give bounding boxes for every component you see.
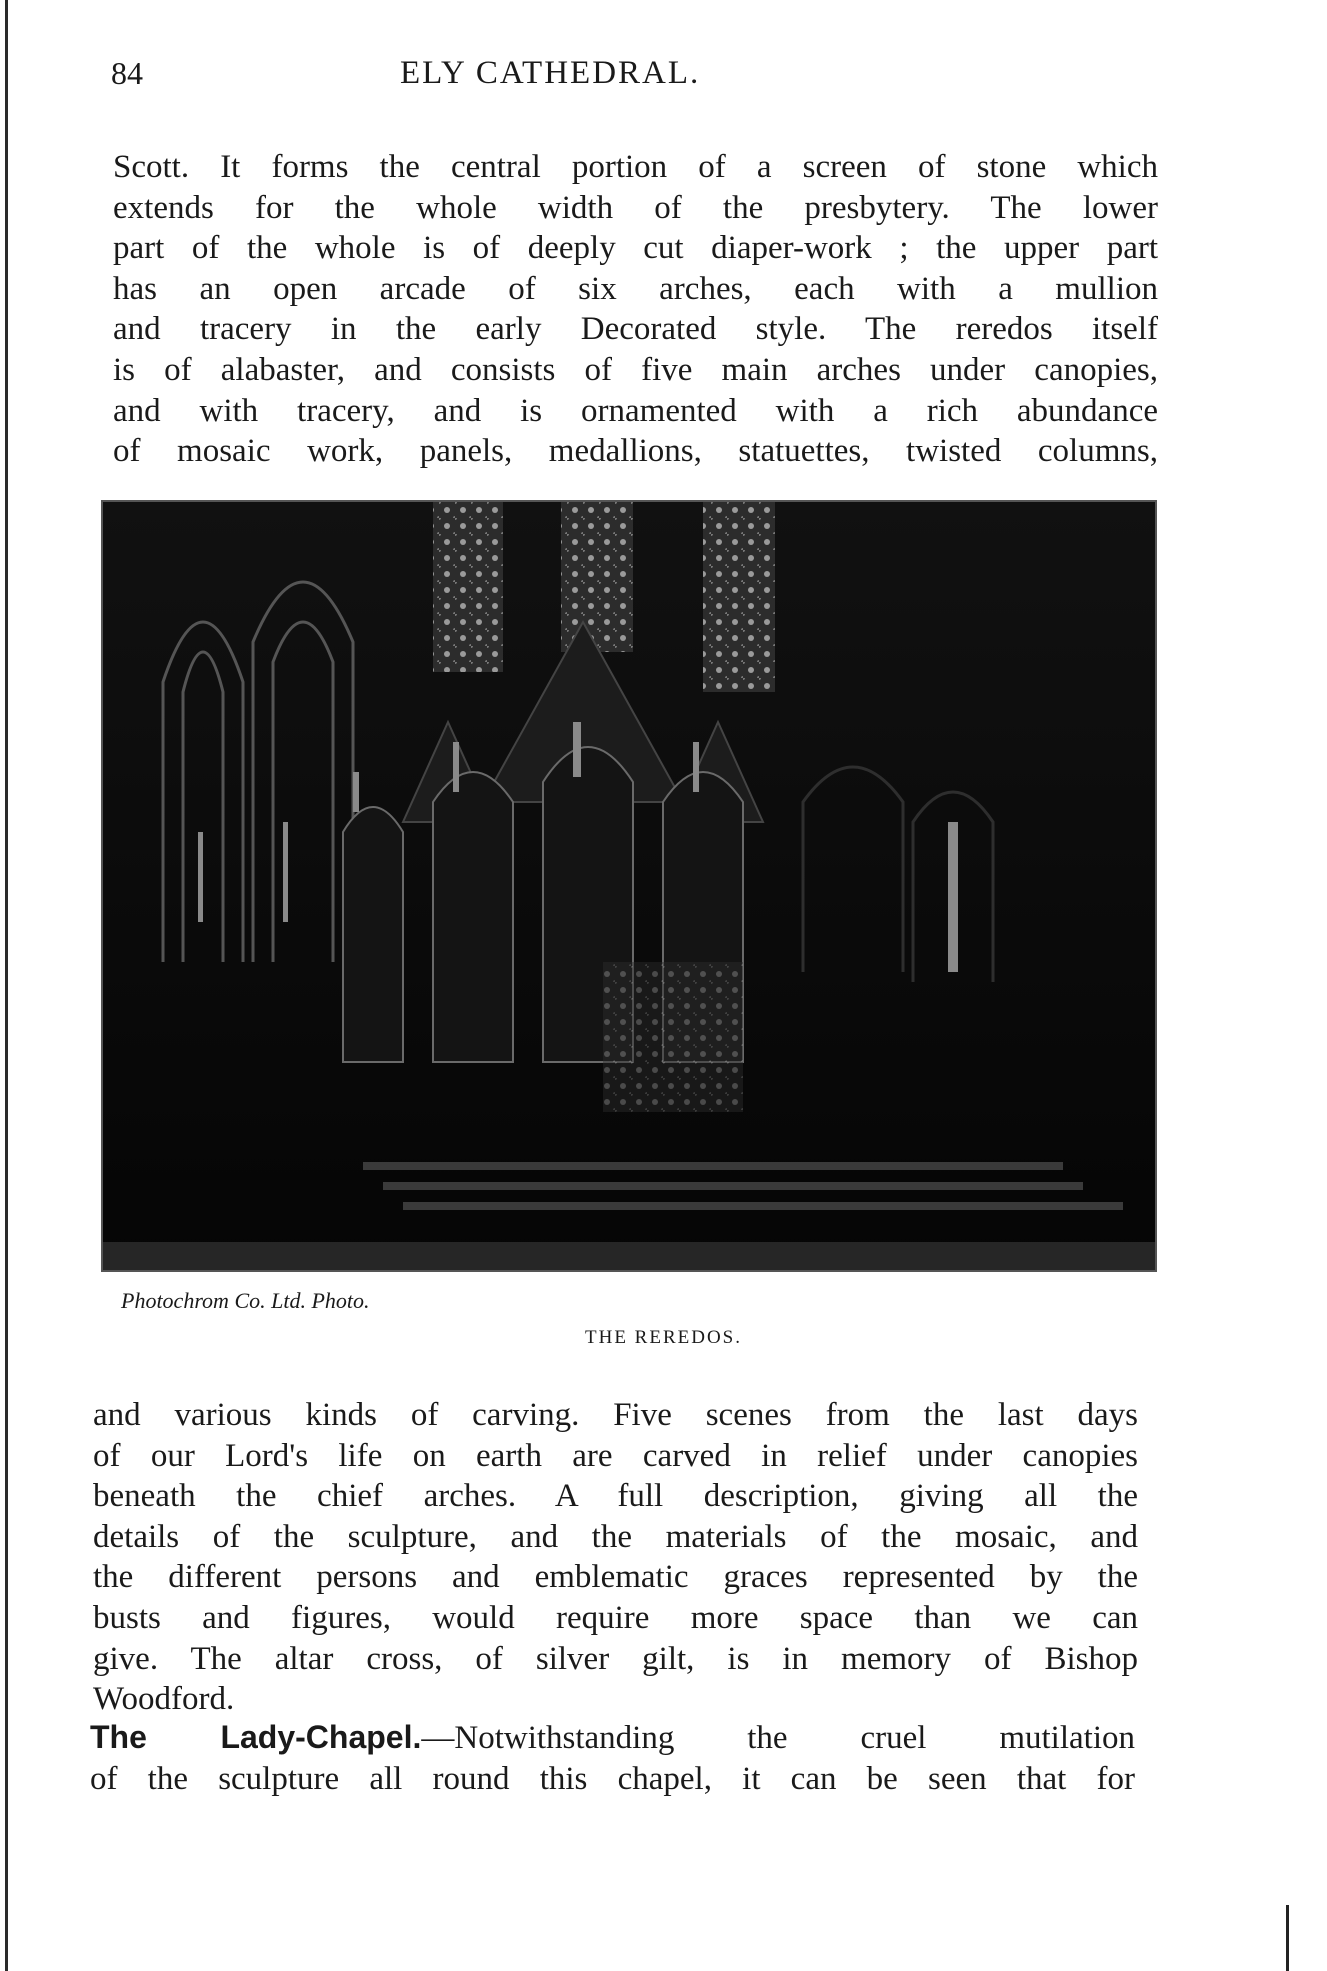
text-line: Woodford.	[93, 1681, 235, 1718]
paragraph-2	[93, 1395, 1138, 1720]
text-line: has an open arcade of six arches, each with a mullion	[113, 270, 1158, 307]
text-line: give. The altar cross, of silver gilt, is in memory of Bishop	[93, 1640, 1138, 1677]
text-line: and with tracery, and is ornamented with a rich abundance	[113, 392, 1158, 429]
paragraph-1	[113, 147, 1158, 472]
text-line: of the sculpture all round this chapel, it can be seen that for	[90, 1760, 1135, 1797]
figure-caption: THE REREDOS.	[585, 1327, 742, 1348]
reredos-photograph	[101, 500, 1157, 1272]
text-line: details of the sculpture, and the materials of the mosaic, and	[93, 1518, 1138, 1555]
text-line: of mosaic work, panels, medallions, statuettes, twisted columns,	[113, 433, 1158, 470]
photo-credit: Photochrom Co. Ltd. Photo.	[121, 1288, 370, 1313]
text-line: part of the whole is of deeply cut diaper-work ; the upper part	[113, 230, 1158, 267]
text-line: beneath the chief arches. A full description, giving all the	[93, 1478, 1138, 1515]
page-header	[0, 55, 1327, 105]
text-line: busts and figures, would require more space than we can	[93, 1599, 1138, 1636]
text-run: —Notwithstanding the cruel mutilation	[421, 1720, 1135, 1756]
paragraph-3	[90, 1717, 1135, 1799]
text-line: of our Lord's life on earth are carved in relief under canopies	[93, 1437, 1138, 1474]
text-line: extends for the whole width of the presbytery. The lower	[113, 189, 1158, 226]
section-heading: The Lady-Chapel.	[90, 1719, 422, 1755]
text-line: is of alabaster, and consists of five main arches under canopies,	[113, 351, 1158, 388]
running-title: ELY CATHEDRAL.	[400, 55, 701, 91]
text-line: Scott. It forms the central portion of a screen of stone which	[113, 149, 1158, 185]
page-edge-mark	[1286, 1905, 1289, 1971]
reredos-illustration	[103, 502, 1155, 1270]
text-line: and tracery in the early Decorated style. The reredos itself	[113, 311, 1158, 348]
text-line	[90, 1717, 1135, 1759]
page-edge-rule	[5, 0, 8, 1971]
text-line: the different persons and emblematic graces represented by the	[93, 1559, 1138, 1596]
page-number: 84	[111, 55, 143, 91]
text-line: and various kinds of carving. Five scenes from the last days	[93, 1397, 1138, 1433]
